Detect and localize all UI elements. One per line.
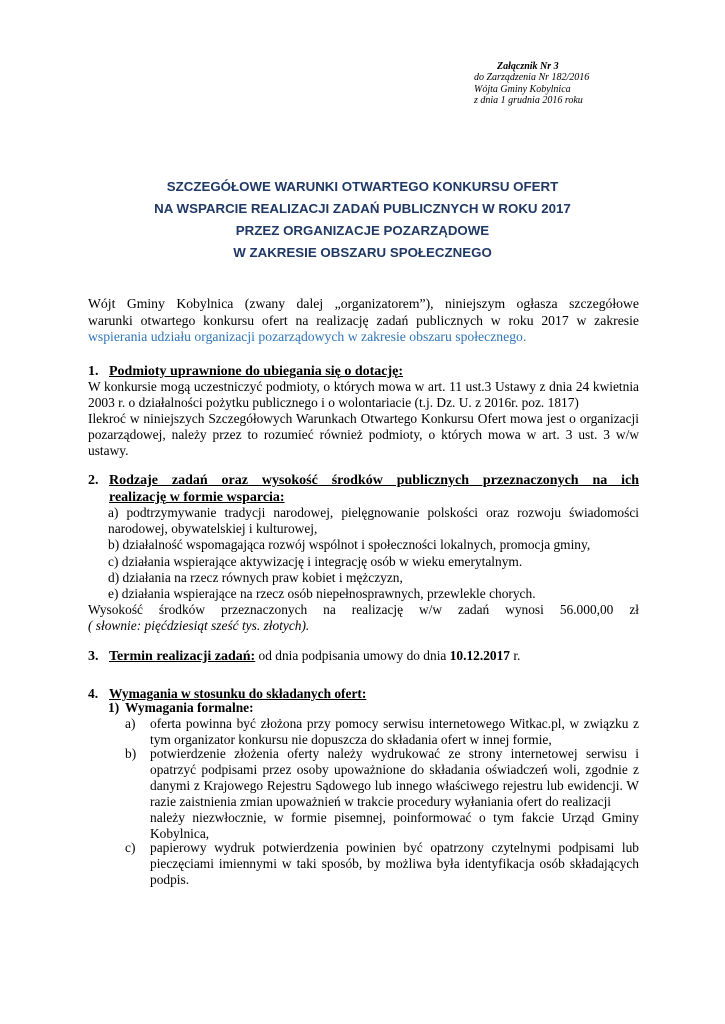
amount-line: Wysokość środków przeznaczonych na realizację w/w zadań wynosi 56.000,00 zł	[88, 602, 639, 617]
section-title: Wymagania w stosunku do składanych ofert:	[109, 686, 367, 701]
intro-line-highlight: wspierania udziału organizacji pozarządowych w zakresie obszaru społecznego.	[88, 329, 527, 345]
funding-amount	[88, 602, 639, 634]
section-3-heading	[88, 647, 648, 665]
section-2-heading	[88, 472, 639, 506]
subsection-title: Wymagania formalne:	[125, 700, 254, 715]
subsection-heading	[108, 700, 254, 716]
item-label: a)	[125, 716, 136, 731]
item-line: oferta powinna być złożona przy pomocy serwisu internetowego Witkac.pl, w związku z	[150, 716, 639, 731]
body-line: Ilekroć w niniejszych Szczegółowych Warunkach Otwartego Konkursu Ofert mowa jest o organizacji	[88, 411, 639, 426]
section-1-body	[88, 379, 639, 459]
deadline-date: 10.12.2017	[449, 648, 510, 663]
title-line: W ZAKRESIE OBSZARU SPOŁECZNEGO	[233, 245, 492, 260]
item-line: podpis.	[150, 872, 190, 887]
section-title: Termin realizacji zadań:	[109, 649, 256, 664]
item-label: c)	[125, 840, 136, 855]
deadline-text: od dnia podpisania umowy do dnia	[255, 648, 450, 663]
section-number: 3.	[88, 649, 99, 664]
list-item: c) działania wspierające aktywizację i integrację osób w wieku emerytalnym.	[108, 553, 523, 569]
section-title: Podmioty uprawnione do ubiegania się o dotację:	[109, 364, 404, 379]
section-title: realizację w formie wsparcia:	[109, 490, 285, 505]
body-line: ustawy.	[88, 443, 129, 458]
intro-line: warunki otwartego konkursu ofert na realizację zadań publicznych w roku 2017 w zakresie	[88, 312, 639, 328]
list-item: e) działania wspierające na rzecz osób niepełnosprawnych, przewlekle chorych.	[108, 586, 536, 602]
intro-paragraph	[88, 296, 639, 346]
item-line: pieczęciami imiennymi w taki sposób, by możliwa była identyfikacja osób składających	[150, 856, 639, 871]
annex-header	[474, 61, 589, 106]
body-line: W konkursie mogą uczestniczyć podmioty, o których mowa w art. 11 ust.3 Ustawy z dnia 24 kwietnia	[88, 379, 639, 394]
intro-line: Wójt Gminy Kobylnica (zwany dalej „organizatorem”), niniejszym ogłasza szczegółowe	[88, 296, 639, 311]
section-number: 1.	[88, 364, 99, 379]
item-line: razie zaistnienia zmian upoważnień w trakcie procedury wyłaniania ofert do realizacji	[150, 794, 612, 809]
title-line: NA WSPARCIE REALIZACJI ZADAŃ PUBLICZNYCH W ROKU 2017	[154, 201, 571, 216]
item-line: papierowy wydruk potwierdzenia powinien być opatrzony czytelnymi podpisami lub	[150, 840, 639, 855]
annex-line: do Zarządzenia Nr 182/2016	[474, 72, 590, 84]
item-line: danymi z Krajowego Rejestru Sądowego lub innego właściwego rejestru lub ewidencji. W	[150, 778, 639, 793]
list-item: d) działania na rzecz równych praw kobiet i mężczyzn,	[108, 569, 403, 585]
list-item: a) podtrzymywanie tradycji narodowej, pielęgnowanie polskości oraz rozwoju świadomości	[108, 505, 639, 520]
annex-line: Wójta Gminy Kobylnica	[474, 83, 571, 95]
item-line: Kobylnica,	[150, 826, 210, 841]
document-title	[40, 176, 685, 264]
list-item: b) działalność wspomagająca rozwój wspólnot i społeczności lokalnych, promocja gminy,	[108, 537, 591, 553]
section-number: 4.	[88, 686, 99, 701]
section-1-heading	[88, 363, 403, 380]
section-title: Rodzaje zadań oraz wysokość środków publicznych przeznaczonych na ich	[109, 473, 639, 488]
body-line: pozarządowej, należy przez to rozumieć również podmioty, o których mowa w art. 3 ust. 3 w/w	[88, 427, 639, 442]
annex-line: z dnia 1 grudnia 2016 roku	[474, 94, 583, 106]
title-line: SZCZEGÓŁOWE WARUNKI OTWARTEGO KONKURSU OFERT	[166, 179, 559, 194]
item-line: potwierdzenie złożenia oferty należy wydrukować ze strony internetowej serwisu i	[150, 746, 639, 761]
title-line: PRZEZ ORGANIZACJE POZARZĄDOWE	[235, 223, 490, 238]
section-number: 2.	[88, 473, 99, 488]
item-label: b)	[125, 746, 137, 761]
amount-words: ( słownie: pięćdziesiąt sześć tys. złotych).	[88, 618, 310, 633]
annex-title: Załącznik Nr 3	[497, 61, 559, 72]
task-list	[108, 505, 639, 602]
body-line: 2003 r. o działalności pożytku publicznego i o wolontariacie (t.j. Dz. U. z 2016r. poz. 1817)	[88, 395, 579, 410]
item-line: tym organizator konkursu nie dopuszcza do składania ofert w innej formie,	[150, 732, 552, 747]
item-line: należy niezwłocznie, w formie pisemnej, poinformować o tym fakcie Urząd Gminy	[150, 810, 639, 825]
subsection-number: 1)	[108, 700, 120, 715]
list-item: narodowej, obywatelskiej i kulturowej,	[108, 521, 318, 537]
item-line: opatrzyć podpisami przez osoby upoważnione do składania oświadczeń woli, zgodnie z	[150, 762, 639, 777]
deadline-suffix: r.	[509, 648, 521, 663]
